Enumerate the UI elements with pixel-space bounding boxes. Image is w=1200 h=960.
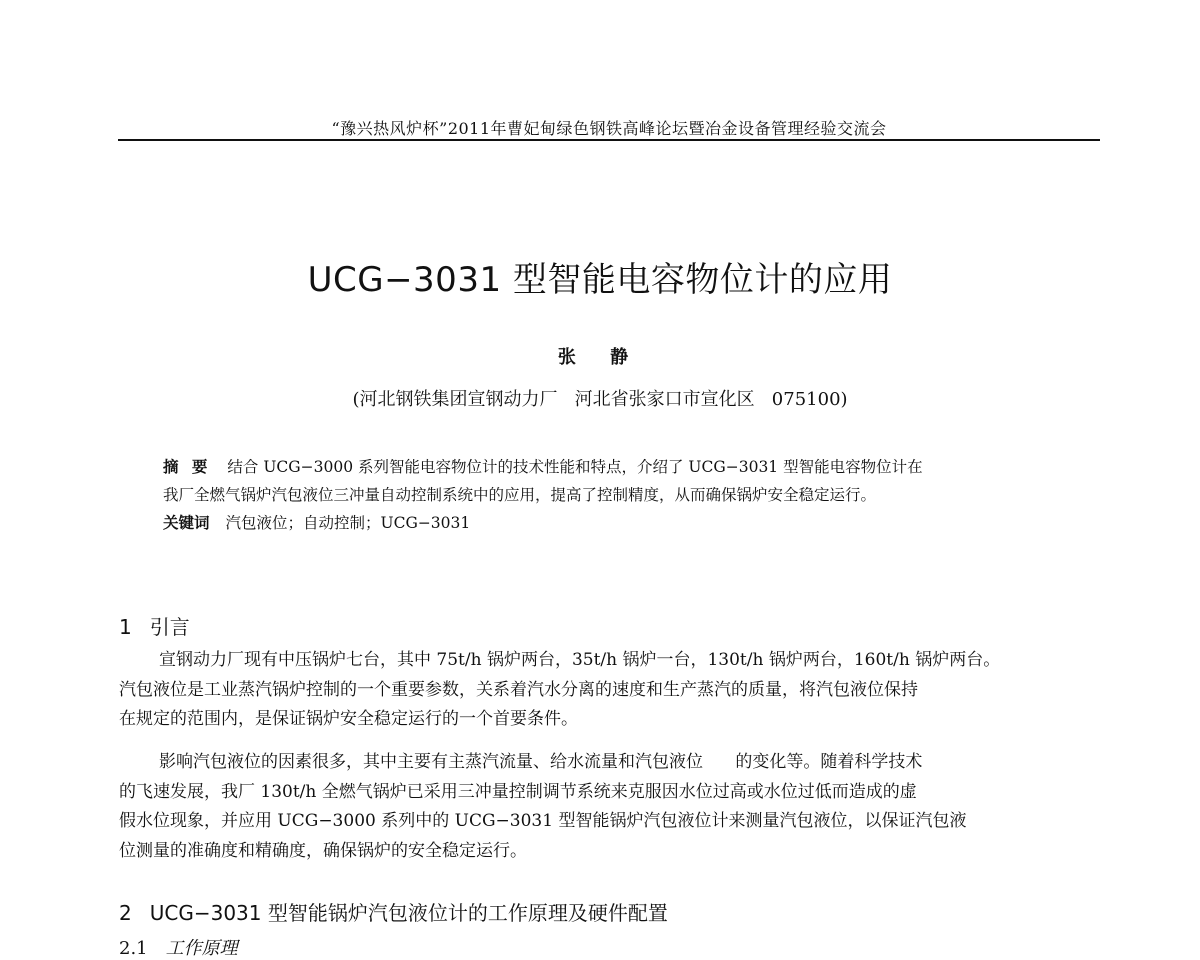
abstract-text-1: 结合 UCG−3000 系列智能电容物位计的技术性能和特点，介绍了 UCG−3031 型智能电容物位计在	[227, 458, 923, 476]
keywords-line	[163, 509, 1063, 537]
section-1-heading	[119, 611, 190, 640]
paper-title: UCG−3031 型智能电容物位计的应用	[307, 260, 893, 300]
paragraph-line: 汽包液位是工业蒸汽锅炉控制的一个重要参数，关系着汽水分离的速度和生产蒸汽的质量，将汽包液位保持	[119, 679, 918, 700]
paragraph-line: 位测量的准确度和精确度，确保锅炉的安全稳定运行。	[119, 840, 527, 861]
section-1-paragraph-1	[119, 646, 1101, 735]
author-affiliation: (河北钢铁集团宣钢动力厂 河北省张家口市宣化区 075100)	[352, 389, 848, 410]
abstract-block	[163, 453, 1063, 537]
header-rule	[118, 139, 1100, 141]
paragraph-line: 在规定的范围内，是保证锅炉安全稳定运行的一个首要条件。	[119, 709, 578, 729]
section-2-heading	[119, 897, 668, 926]
section-1-number: 1	[119, 615, 132, 639]
section-2-number: 2	[119, 901, 132, 925]
subsection-2-1-heading	[119, 934, 238, 960]
subsection-number: 2.1	[119, 938, 148, 959]
keywords-label: 关键词	[163, 513, 210, 532]
section-2-title: UCG−3031 型智能锅炉汽包液位计的工作原理及硬件配置	[149, 901, 668, 925]
paragraph-line: 的飞速发展，我厂 130t/h 全燃气锅炉已采用三冲量控制调节系统来克服因水位过高或水位过低而造成的虚	[119, 781, 917, 802]
section-1-title: 引言	[149, 615, 190, 639]
paragraph-line: 假水位现象，并应用 UCG−3000 系列中的 UCG−3031 型智能锅炉汽包液位计来测量汽包液位，以保证汽包液	[119, 811, 967, 831]
paragraph-line: 宣钢动力厂现有中压锅炉七台，其中 75t/h 锅炉两台，35t/h 锅炉一台，130t/h 锅炉两台，160t/h 锅炉两台。	[159, 650, 1001, 670]
keywords-text: 汽包液位；自动控制；UCG−3031	[225, 514, 471, 532]
author-name: 张 静	[557, 347, 643, 368]
section-1-paragraph-2	[119, 748, 1101, 866]
running-header: “豫兴热风炉杯”2011年曹妃甸绿色钢铁高峰论坛暨冶金设备管理经验交流会	[331, 119, 887, 138]
abstract-label: 摘 要	[163, 457, 212, 476]
abstract-line-1	[163, 453, 1063, 481]
paragraph-line: 影响汽包液位的因素很多，其中主要有主蒸汽流量、给水流量和汽包液位 的变化等。随着科学技术	[159, 752, 923, 772]
subsection-title: 工作原理	[165, 938, 238, 959]
abstract-line-2: 我厂全燃气锅炉汽包液位三冲量自动控制系统中的应用，提高了控制精度，从而确保锅炉安全稳定运行。	[163, 486, 877, 504]
